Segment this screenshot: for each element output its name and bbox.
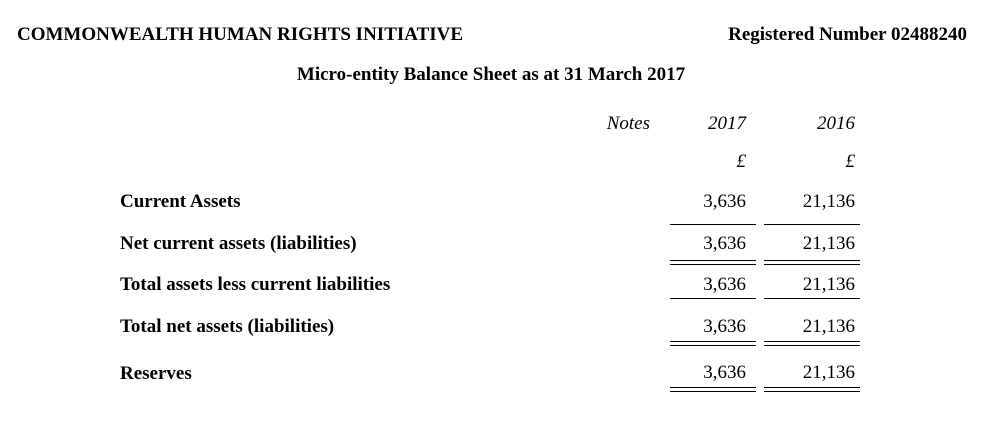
value-2017-current-assets: 3,636 [703,191,746,212]
value-2017-total-assets-less-current-liabilities: 3,636 [703,274,746,295]
value-2017-total-net-assets: 3,636 [703,316,746,337]
value-2016-net-current-assets: 21,136 [802,233,855,254]
rule-2017-double-top [670,260,756,261]
row-label-reserves: Reserves [120,363,192,384]
rule-2017-single [670,224,756,225]
currency-symbol-2016: £ [845,151,855,172]
row-label-total-assets-less-current-liabilities: Total assets less current liabilities [120,274,391,295]
rule-2017-single [670,298,756,299]
value-2016-total-net-assets: 21,136 [802,316,855,337]
row-label-net-current-assets: Net current assets (liabilities) [120,233,357,254]
rule-2017-double-bottom [670,264,756,265]
value-2016-total-assets-less-current-liabilities: 21,136 [802,274,855,295]
rule-2016-double-top [764,387,860,388]
rule-2017-double-top [670,387,756,388]
value-2017-net-current-assets: 3,636 [703,233,746,254]
value-2016-reserves: 21,136 [802,362,855,383]
rule-2017-double-top [670,341,756,342]
rule-2016-single [764,298,860,299]
page-title: Micro-entity Balance Sheet as at 31 March 2017 [296,64,686,85]
rule-2017-double-bottom [670,391,756,392]
row-label-current-assets: Current Assets [120,191,241,212]
notes-column-header: Notes [606,113,650,134]
year-2017-column-header: 2017 [708,113,746,134]
rule-2016-double-bottom [764,264,860,265]
rule-2016-double-top [764,260,860,261]
rule-2016-double-bottom [764,391,860,392]
company-name: COMMONWEALTH HUMAN RIGHTS INITIATIVE [17,24,464,45]
year-2016-column-header: 2016 [817,113,855,134]
rule-2017-double-bottom [670,345,756,346]
rule-2016-double-bottom [764,345,860,346]
row-label-total-net-assets: Total net assets (liabilities) [120,316,335,337]
value-2017-reserves: 3,636 [703,362,746,383]
rule-2016-double-top [764,341,860,342]
currency-symbol-2017: £ [736,151,746,172]
rule-2016-single [764,224,860,225]
value-2016-current-assets: 21,136 [802,191,855,212]
registered-number: Registered Number 02488240 [728,24,967,45]
